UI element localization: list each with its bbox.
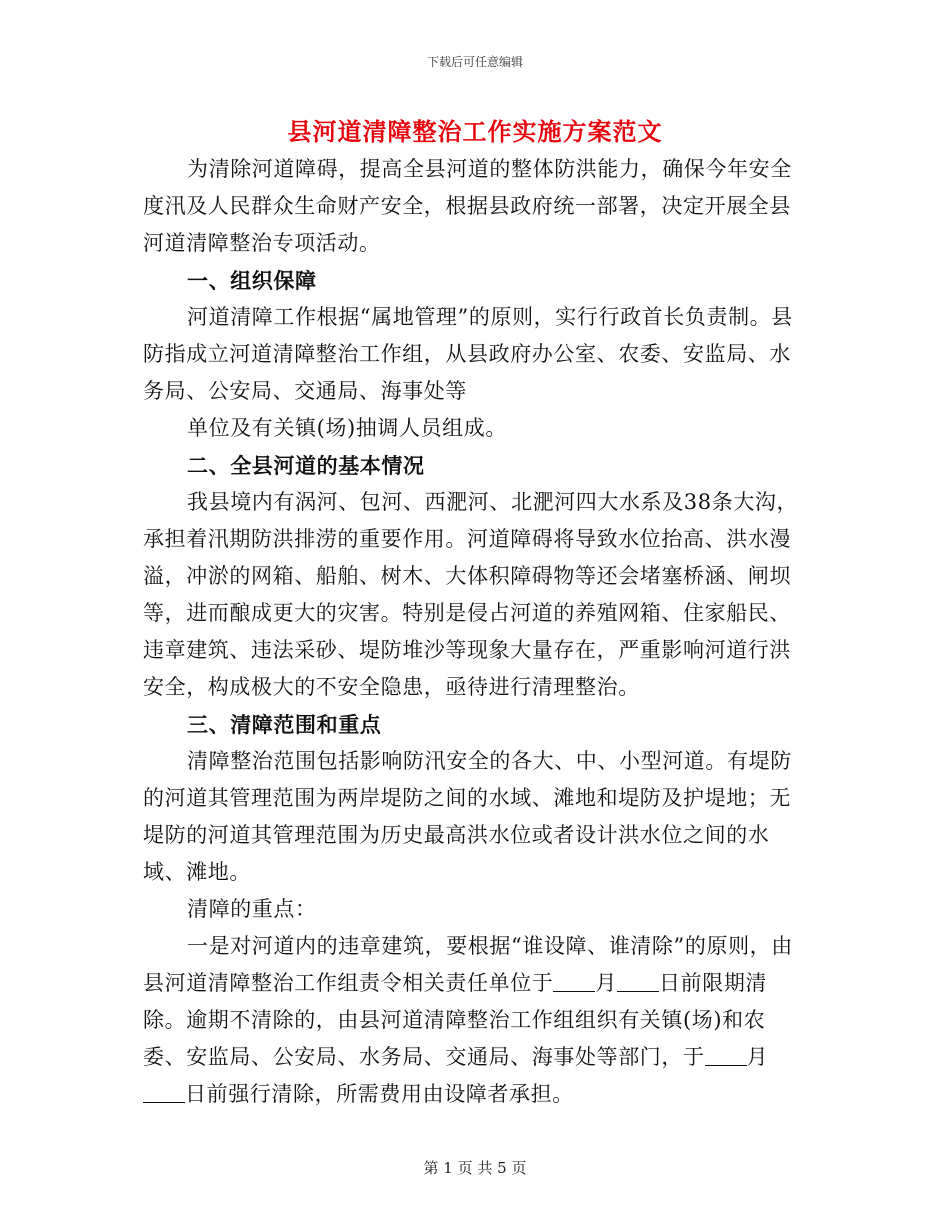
header-note: 下载后可任意编辑 (426, 55, 523, 69)
document-title: 县河道清障整治工作实施方案范文 (287, 117, 663, 146)
text-segment: 月 (746, 1045, 769, 1069)
fill-blank (553, 971, 595, 992)
section1-heading: 一、组织保障 (187, 268, 317, 293)
section3-paragraph-2: 清障的重点： (187, 897, 317, 921)
text-segment: 月 (595, 971, 618, 995)
section3-paragraph-1: 清障整治范围包括影响防汛安全的各大、中、小型河道。有堤防的河道其管理范围为两岸堤防之间的水域、滩地和堤防及护堤地；无堤防的河道其管理范围为历史最高洪水位或者设计洪水位之间的水域、滩地。 (143, 749, 792, 884)
intro-paragraph: 为清除河道障碍，提高全县河道的整体防洪能力，确保今年安全度汛及人民群众生命财产安全，根据县政府统一部署，决定开展全县河道清障整治专项活动。 (143, 157, 792, 255)
document-body (143, 151, 803, 1113)
section3-heading: 三、清障范围和重点 (187, 712, 382, 737)
fill-blank (705, 1045, 747, 1066)
text-segment: 一是对河道内的违章建筑，要根据“谁设障、谁清除”的原则，由县河道清障整治工作组责令相关责任单位于 (143, 934, 793, 995)
text-segment: 日前限期清除。逾期不清除的，由县河道清障整治工作组组织有关镇(场)和农委、安监局、公安局、水务局、交通局、海事处等部门，于 (143, 971, 768, 1069)
fill-blank (143, 1082, 185, 1103)
section3-paragraph-3 (143, 928, 803, 1113)
section2-paragraph-1: 我县境内有涡河、包河、西淝河、北淝河四大水系及38条大沟，承担着汛期防洪排涝的重要作用。河道障碍将导致水位抬高、洪水漫溢，冲淤的网箱、船舶、树木、大体积障碍物等还会堵塞桥涵、闸坝等，进而酿成更大的灾害。特别是侵占河道的养殖网箱、住家船民、违章建筑、违法采砂、堤防堆沙等现象大量存在，严重影响河道行洪安全，构成极大的不安全隐患，亟待进行清理整治。 (143, 490, 799, 699)
section1-paragraph-1: 河道清障工作根据“属地管理”的原则，实行行政首长负责制。县防指成立河道清障整治工作组，从县政府办公室、农委、安监局、水务局、公安局、交通局、海事处等 (143, 305, 793, 403)
section1-paragraph-2: 单位及有关镇(场)抽调人员组成。 (187, 416, 507, 440)
page-footer: 第 1 页 共 5 页 (423, 1159, 527, 1177)
section2-heading: 二、全县河道的基本情况 (187, 453, 425, 478)
fill-blank (617, 971, 659, 992)
text-segment: 日前强行清除，所需费用由设障者承担。 (185, 1082, 574, 1106)
